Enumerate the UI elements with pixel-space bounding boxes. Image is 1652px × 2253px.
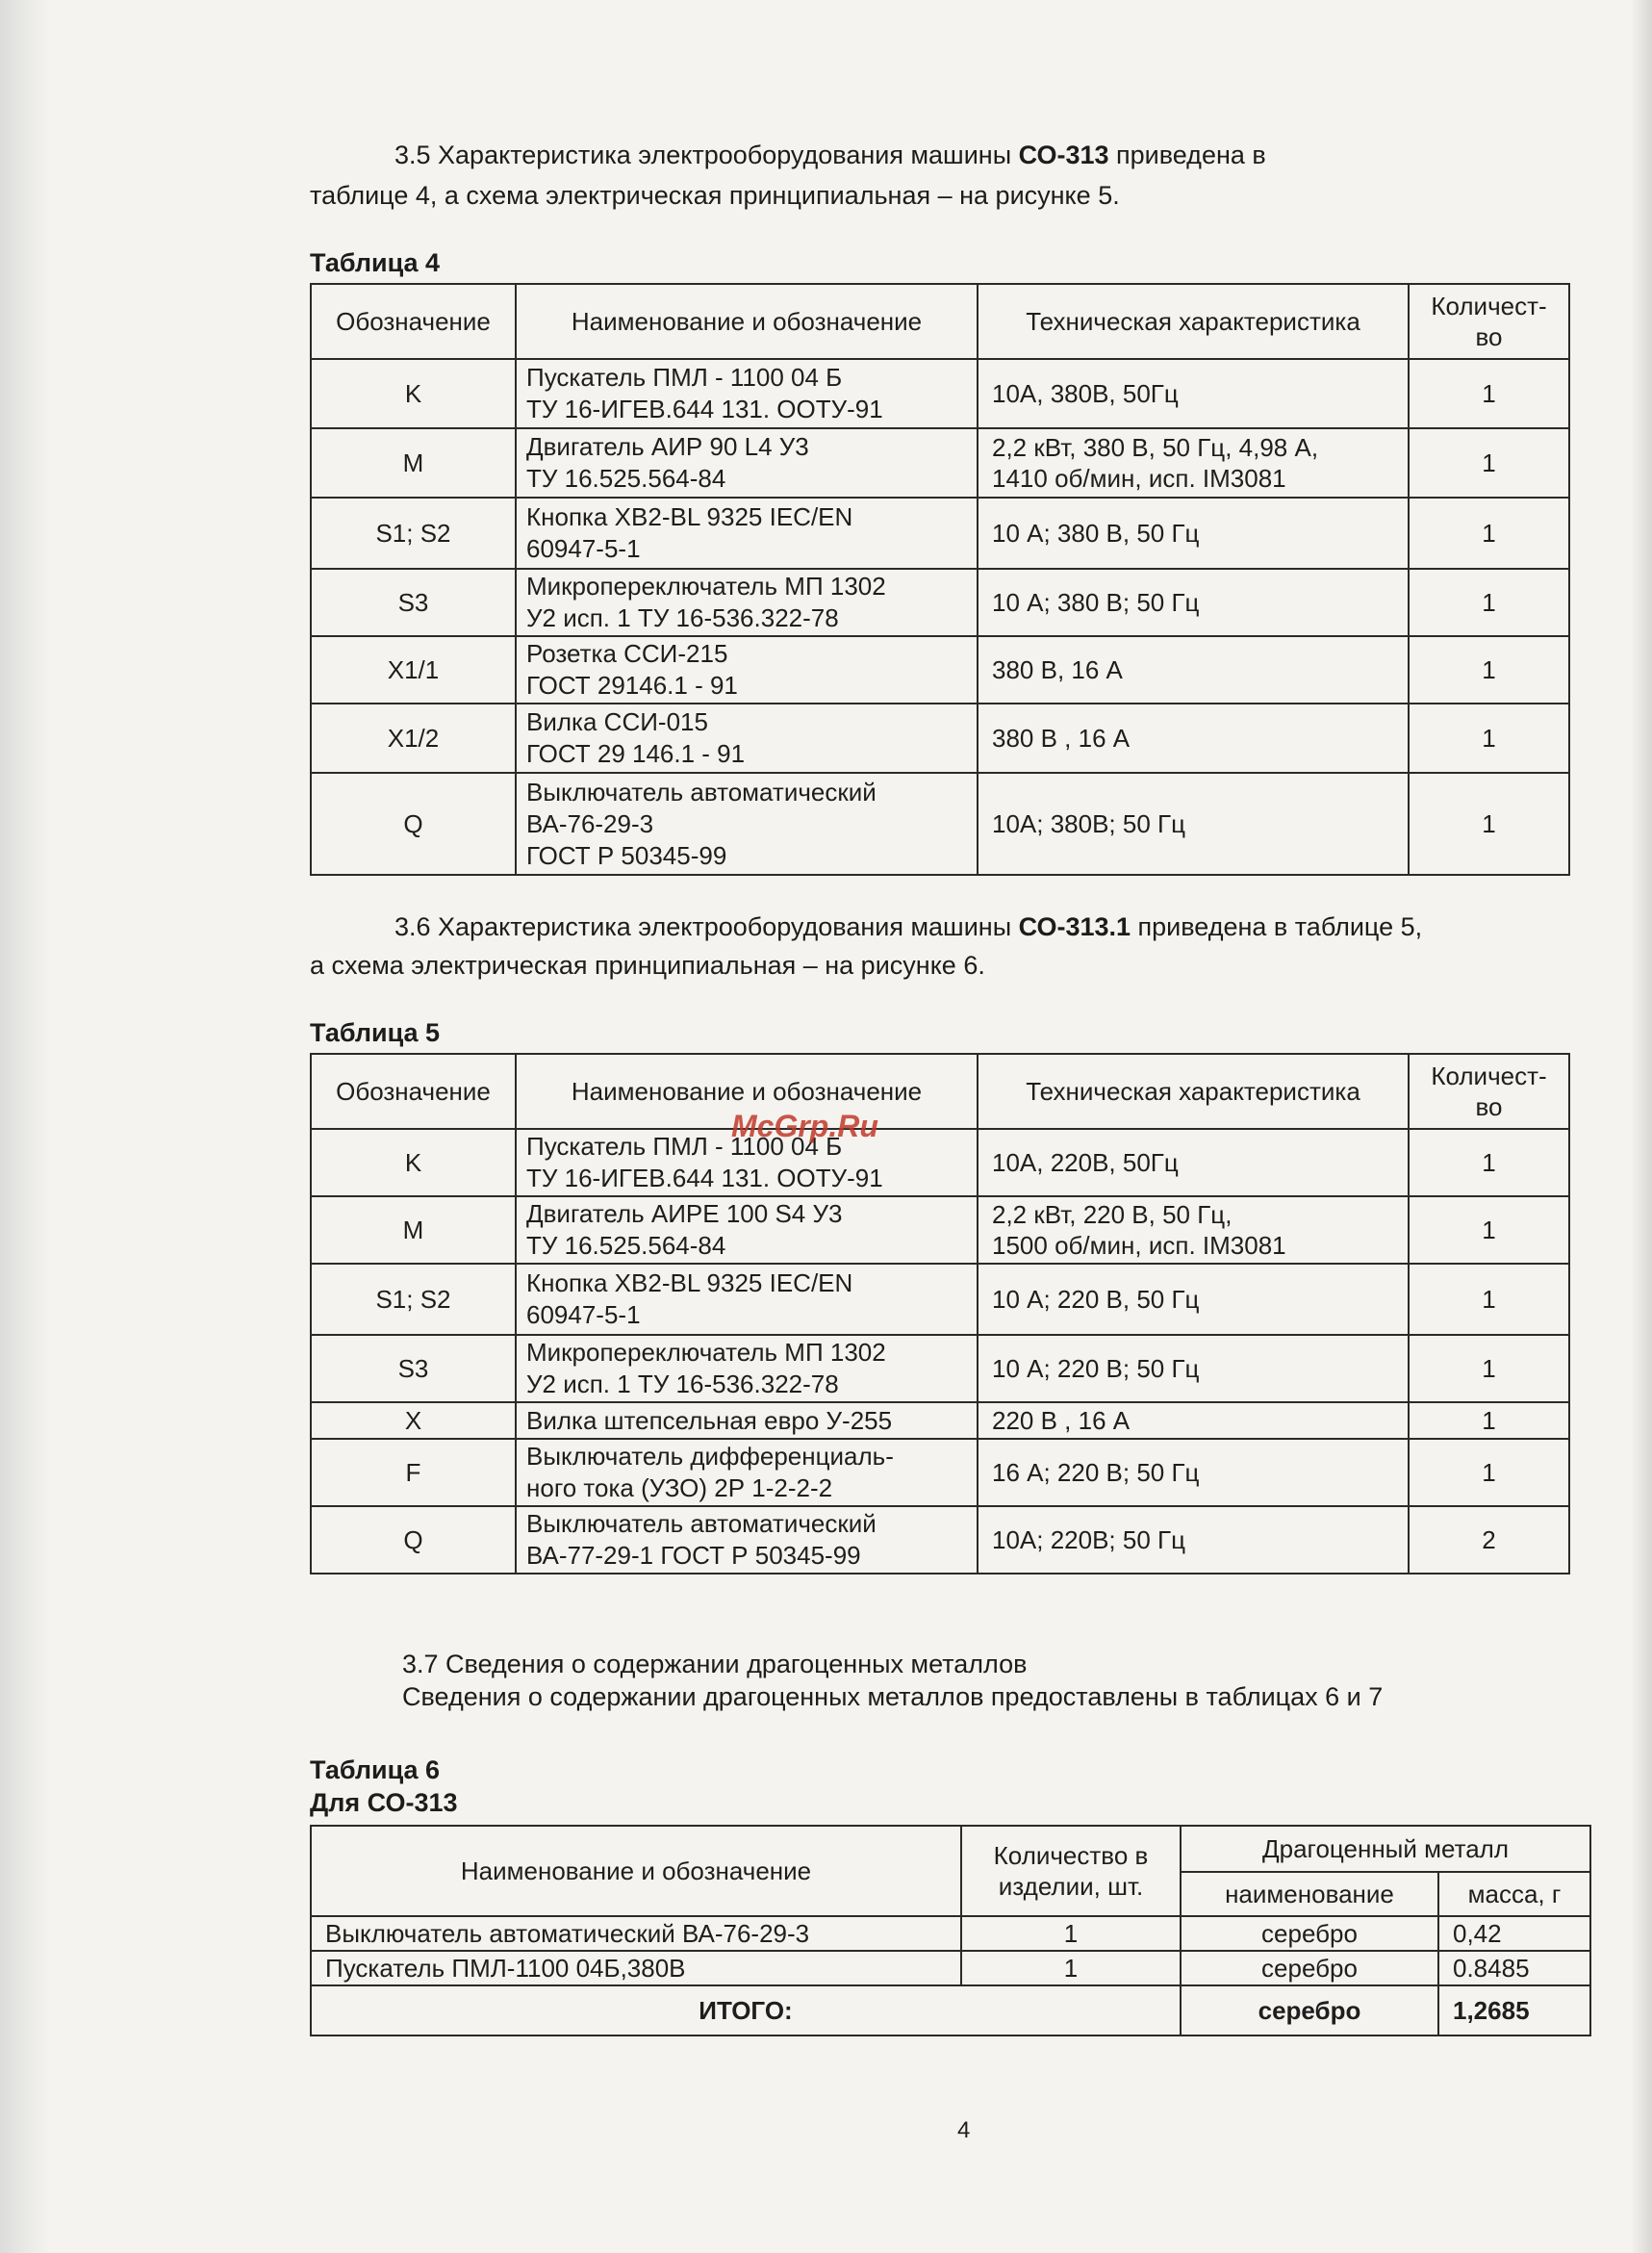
cell-metal: серебро xyxy=(1181,1951,1438,1985)
cell-name: Микропереключатель МП 1302 У2 исп. 1 ТУ 16-536.322-78 xyxy=(516,1335,978,1402)
cell-name: Микропереключатель МП 1302 У2 исп. 1 ТУ 16-536.322-78 xyxy=(516,569,978,636)
cell-code: M xyxy=(311,1196,516,1264)
table-row xyxy=(311,636,1569,704)
section-3-6-line1: 3.6 Характеристика электрооборудования машины СО-313.1 приведена в таблице 5, xyxy=(394,912,1423,941)
table-row xyxy=(311,359,1569,428)
cell-spec: 380 В, 16 А xyxy=(978,636,1409,704)
cell-name: Двигатель АИР 90 L4 У3 ТУ 16.525.564-84 xyxy=(516,428,978,498)
cell-code: S1; S2 xyxy=(311,1264,516,1335)
cell-spec: 10А, 220В, 50Гц xyxy=(978,1129,1409,1196)
table-row xyxy=(311,1264,1569,1335)
table-row-total xyxy=(311,1985,1590,2035)
table-row xyxy=(311,428,1569,498)
cell-spec: 16 А; 220 В; 50 Гц xyxy=(978,1439,1409,1506)
table-row xyxy=(311,773,1569,875)
table4-header-spec: Техническая характеристика xyxy=(978,284,1409,359)
cell-code: K xyxy=(311,359,516,428)
table5-header-designation: Обозначение xyxy=(311,1054,516,1129)
cell-name: Розетка ССИ-215 ГОСТ 29146.1 - 91 xyxy=(516,636,978,704)
cell-code: X1/2 xyxy=(311,704,516,773)
cell-qty: 1 xyxy=(1409,359,1569,428)
cell-spec: 220 В , 16 А xyxy=(978,1402,1409,1439)
cell-qty: 1 xyxy=(1409,1264,1569,1335)
cell-spec: 380 В , 16 А xyxy=(978,704,1409,773)
table5-header-spec: Техническая характеристика xyxy=(978,1054,1409,1129)
cell-code: Q xyxy=(311,1506,516,1574)
cell-qty: 1 xyxy=(1409,773,1569,875)
cell-qty: 1 xyxy=(1409,1439,1569,1506)
table5-header-name: Наименование и обозначение xyxy=(516,1054,978,1129)
cell-code: M xyxy=(311,428,516,498)
cell-spec: 10 А; 220 В, 50 Гц xyxy=(978,1264,1409,1335)
table4-header-name: Наименование и обозначение xyxy=(516,284,978,359)
cell-spec: 10 А; 380 В, 50 Гц xyxy=(978,498,1409,569)
table-row xyxy=(311,569,1569,636)
cell-name: Кнопка XB2-BL 9325 IEC/EN 60947-5-1 xyxy=(516,1264,978,1335)
table6-header-name: Наименование и обозначение xyxy=(311,1826,961,1916)
cell-total-label: ИТОГО: xyxy=(311,1985,1181,2035)
table-row xyxy=(311,1402,1569,1439)
table-row xyxy=(311,704,1569,773)
cell-code: X1/1 xyxy=(311,636,516,704)
cell-qty: 2 xyxy=(1409,1506,1569,1574)
cell-code: K xyxy=(311,1129,516,1196)
table-row xyxy=(311,1129,1569,1196)
table5 xyxy=(310,1053,1570,1575)
table4-caption: Таблица 4 xyxy=(310,248,441,277)
cell-qty: 1 xyxy=(1409,704,1569,773)
cell-qty: 1 xyxy=(1409,1335,1569,1402)
table5-caption: Таблица 5 xyxy=(310,1018,441,1047)
cell-name: Двигатель АИРЕ 100 S4 У3 ТУ 16.525.564-84 xyxy=(516,1196,978,1264)
cell-name: Выключатель автоматический ВА-76-29-3 xyxy=(311,1916,961,1951)
cell-total-metal: серебро xyxy=(1181,1985,1438,2035)
cell-name: Кнопка XB2-BL 9325 IEC/EN 60947-5-1 xyxy=(516,498,978,569)
table6-header-metal-group: Драгоценный металл xyxy=(1181,1826,1590,1872)
table-row xyxy=(311,498,1569,569)
table6-subcaption: Для СО-313 xyxy=(310,1788,458,1817)
table-row xyxy=(311,1439,1569,1506)
cell-name: Вилка ССИ-015 ГОСТ 29 146.1 - 91 xyxy=(516,704,978,773)
cell-qty: 1 xyxy=(1409,1129,1569,1196)
table4-header-qty: Количест-во xyxy=(1409,284,1569,359)
table-row xyxy=(311,1951,1590,1985)
cell-spec: 10 А; 220 В; 50 Гц xyxy=(978,1335,1409,1402)
section-3-5-line2: таблице 4, а схема электрическая принципиальная – на рисунке 5. xyxy=(310,181,1120,210)
cell-name: Выключатель автоматический ВА-77-29-1 ГОСТ Р 50345-99 xyxy=(516,1506,978,1574)
cell-code: X xyxy=(311,1402,516,1439)
page-edge-right xyxy=(1631,0,1652,2253)
page-number: 4 xyxy=(957,2117,971,2143)
table-row xyxy=(311,1196,1569,1264)
cell-name: Выключатель автоматический ВА-76-29-3 ГОСТ Р 50345-99 xyxy=(516,773,978,875)
cell-spec: 10А; 380В; 50 Гц xyxy=(978,773,1409,875)
cell-total-mass: 1,2685 xyxy=(1438,1985,1590,2035)
cell-name: Пускатель ПМЛ-1100 04Б,380В xyxy=(311,1951,961,1985)
cell-code: F xyxy=(311,1439,516,1506)
section-3-7-title: 3.7 Сведения о содержании драгоценных металлов xyxy=(402,1650,1028,1678)
cell-mass: 0,42 xyxy=(1438,1916,1590,1951)
cell-spec: 10А; 220В; 50 Гц xyxy=(978,1506,1409,1574)
cell-qty: 1 xyxy=(1409,1196,1569,1264)
cell-qty: 1 xyxy=(1409,498,1569,569)
table-row xyxy=(311,1506,1569,1574)
cell-qty: 1 xyxy=(961,1916,1181,1951)
table6 xyxy=(310,1825,1591,2036)
cell-qty: 1 xyxy=(1409,1402,1569,1439)
cell-code: Q xyxy=(311,773,516,875)
cell-spec: 2,2 кВт, 220 В, 50 Гц, 1500 об/мин, исп. IM3081 xyxy=(978,1196,1409,1264)
cell-name: Выключатель дифференциаль- ного тока (УЗО) 2Р 1-2-2-2 xyxy=(516,1439,978,1506)
cell-code: S3 xyxy=(311,569,516,636)
cell-name: Пускатель ПМЛ - 1100 04 Б ТУ 16-ИГЕВ.644 131. ООТУ-91 xyxy=(516,1129,978,1196)
table6-header-mass: масса, г xyxy=(1438,1872,1590,1916)
cell-mass: 0.8485 xyxy=(1438,1951,1590,1985)
cell-name: Вилка штепсельная евро У-255 xyxy=(516,1402,978,1439)
cell-code: S1; S2 xyxy=(311,498,516,569)
table4-header-designation: Обозначение xyxy=(311,284,516,359)
cell-qty: 1 xyxy=(1409,636,1569,704)
section-3-7-body: Сведения о содержании драгоценных металлов предоставлены в таблицах 6 и 7 xyxy=(402,1682,1384,1711)
table5-header-qty: Количест-во xyxy=(1409,1054,1569,1129)
table6-caption: Таблица 6 xyxy=(310,1755,441,1784)
table-row xyxy=(311,1335,1569,1402)
watermark: McGrp.Ru xyxy=(731,1109,878,1143)
page-edge-left xyxy=(0,0,50,2253)
cell-qty: 1 xyxy=(1409,428,1569,498)
cell-spec: 10 А; 380 В; 50 Гц xyxy=(978,569,1409,636)
cell-qty: 1 xyxy=(1409,569,1569,636)
cell-name: Пускатель ПМЛ - 1100 04 Б ТУ 16-ИГЕВ.644 131. ООТУ-91 xyxy=(516,359,978,428)
table6-header-qty: Количество в изделии, шт. xyxy=(961,1826,1181,1916)
table4 xyxy=(310,283,1570,876)
cell-metal: серебро xyxy=(1181,1916,1438,1951)
table6-header-metal-name: наименование xyxy=(1181,1872,1438,1916)
cell-spec: 10А, 380В, 50Гц xyxy=(978,359,1409,428)
section-3-5-line1: 3.5 Характеристика электрооборудования машины СО-313 приведена в xyxy=(394,141,1266,169)
cell-spec: 2,2 кВт, 380 В, 50 Гц, 4,98 А, 1410 об/мин, исп. IM3081 xyxy=(978,428,1409,498)
section-3-6-line2: а схема электрическая принципиальная – на рисунке 6. xyxy=(310,951,985,980)
cell-code: S3 xyxy=(311,1335,516,1402)
cell-qty: 1 xyxy=(961,1951,1181,1985)
table-row xyxy=(311,1916,1590,1951)
